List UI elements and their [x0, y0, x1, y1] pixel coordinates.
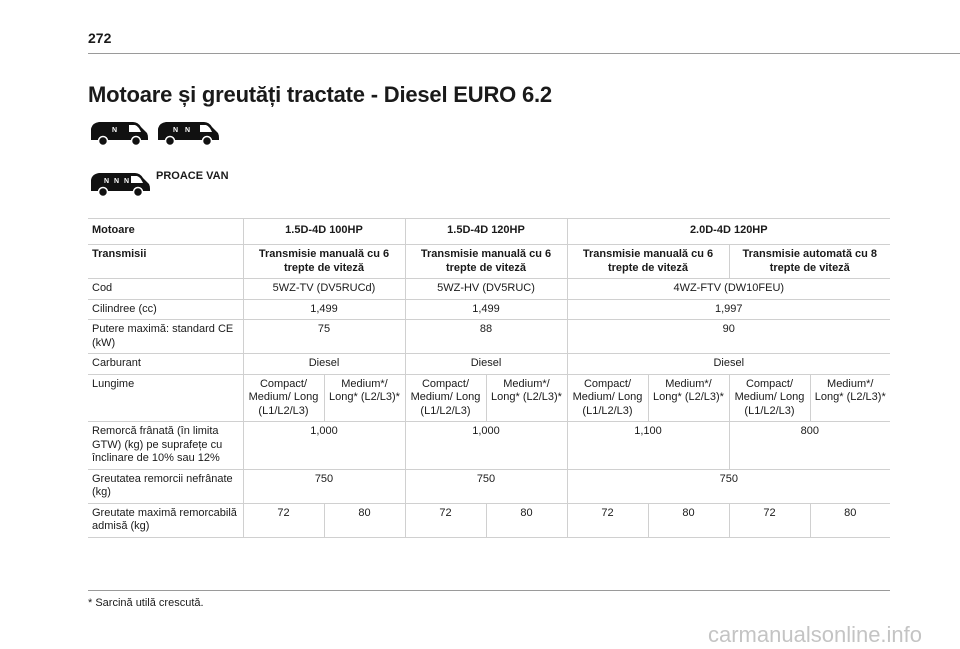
max-towable-row: [88, 503, 890, 537]
unbraked-trailer-cell: 750: [243, 469, 405, 503]
unbraked-trailer-cell: 750: [405, 469, 567, 503]
transmission-cell: Transmisie manuală cu 6 trepte de viteză: [243, 245, 405, 279]
braked-trailer-cell: 1,000: [243, 422, 405, 470]
braked-trailer-cell: 800: [729, 422, 890, 470]
transmission-cell: Transmisie manuală cu 6 trepte de viteză: [405, 245, 567, 279]
svg-text:N: N: [112, 127, 118, 134]
van-compact-icon: [88, 119, 150, 147]
footnote: * Sarcină utilă crescută.: [88, 597, 204, 609]
braked-trailer-cell: 1,100: [567, 422, 729, 470]
length-cell: Medium*/ Long* (L2/L3)*: [648, 374, 729, 422]
svg-text:N: N: [173, 127, 179, 134]
displacement-cell: 1,997: [567, 299, 890, 320]
max-towable-cell: 80: [324, 503, 405, 537]
svg-text:N: N: [104, 178, 110, 185]
fuel-cell: Diesel: [405, 354, 567, 375]
length-cell: Medium*/ Long* (L2/L3)*: [324, 374, 405, 422]
length-cell: Medium*/ Long* (L2/L3)*: [810, 374, 890, 422]
van-long-icon: [88, 170, 152, 198]
max-towable-cell: 80: [648, 503, 729, 537]
displacement-label: Cilindree (cc): [88, 299, 243, 320]
unbraked-trailer-row: [88, 469, 890, 503]
engine-header: Motoare: [88, 219, 243, 245]
power-label: Putere maximă: standard CE (kW): [88, 320, 243, 354]
fuel-label: Carburant: [88, 354, 243, 375]
transmission-cell: Transmisie manuală cu 6 trepte de viteză: [567, 245, 729, 279]
length-cell: Compact/ Medium/ Long (L1/L2/L3): [567, 374, 648, 422]
length-label: Lungime: [88, 374, 243, 422]
transmission-label: Transmisii: [88, 245, 243, 279]
power-cell: 75: [243, 320, 405, 354]
unbraked-trailer-label: Greutatea remorcii nefrânate (kg): [88, 469, 243, 503]
unbraked-trailer-cell: 750: [567, 469, 890, 503]
power-cell: 88: [405, 320, 567, 354]
max-towable-cell: 72: [405, 503, 486, 537]
max-towable-label: Greutate maximă remorcabilă admisă (kg): [88, 503, 243, 537]
page-number: 272: [88, 30, 112, 46]
length-cell: Compact/ Medium/ Long (L1/L2/L3): [729, 374, 810, 422]
max-towable-cell: 72: [567, 503, 648, 537]
engine-cell: 1.5D-4D 100HP: [243, 219, 405, 245]
watermark: carmanualsonline.info: [708, 622, 923, 647]
transmission-cell: Transmisie automată cu 8 trepte de viteză: [729, 245, 890, 279]
displacement-row: [88, 299, 890, 320]
code-cell: 4WZ-FTV (DW10FEU): [567, 279, 890, 300]
code-row: [88, 279, 890, 300]
page-title: Motoare și greutăți tractate - Diesel EURO 6.2: [88, 82, 552, 107]
fuel-cell: Diesel: [567, 354, 890, 375]
header-rule: [88, 53, 960, 54]
fuel-row: [88, 354, 890, 375]
transmission-row: [88, 245, 890, 279]
van-medium-icon: [155, 119, 221, 147]
braked-trailer-cell: 1,000: [405, 422, 567, 470]
max-towable-cell: 80: [486, 503, 567, 537]
displacement-cell: 1,499: [405, 299, 567, 320]
length-row: [88, 374, 890, 422]
engine-row: [88, 219, 890, 245]
power-cell: 90: [567, 320, 890, 354]
length-cell: Medium*/ Long* (L2/L3)*: [486, 374, 567, 422]
max-towable-cell: 72: [243, 503, 324, 537]
engine-cell: 2.0D-4D 120HP: [567, 219, 890, 245]
max-towable-cell: 80: [810, 503, 890, 537]
length-cell: Compact/ Medium/ Long (L1/L2/L3): [405, 374, 486, 422]
svg-text:N: N: [124, 178, 130, 185]
displacement-cell: 1,499: [243, 299, 405, 320]
svg-text:N: N: [114, 178, 120, 185]
max-towable-cell: 72: [729, 503, 810, 537]
model-label: PROACE VAN: [156, 170, 229, 182]
power-row: [88, 320, 890, 354]
footnote-rule: [88, 590, 890, 591]
fuel-cell: Diesel: [243, 354, 405, 375]
code-cell: 5WZ-TV (DV5RUCd): [243, 279, 405, 300]
length-cell: Compact/ Medium/ Long (L1/L2/L3): [243, 374, 324, 422]
braked-trailer-row: [88, 422, 890, 470]
code-label: Cod: [88, 279, 243, 300]
code-cell: 5WZ-HV (DV5RUC): [405, 279, 567, 300]
engine-cell: 1.5D-4D 120HP: [405, 219, 567, 245]
braked-trailer-label: Remorcă frânată (în limita GTW) (kg) pe suprafețe cu înclinare de 10% sau 12%: [88, 422, 243, 470]
svg-text:N: N: [185, 127, 191, 134]
spec-table: [88, 218, 890, 538]
